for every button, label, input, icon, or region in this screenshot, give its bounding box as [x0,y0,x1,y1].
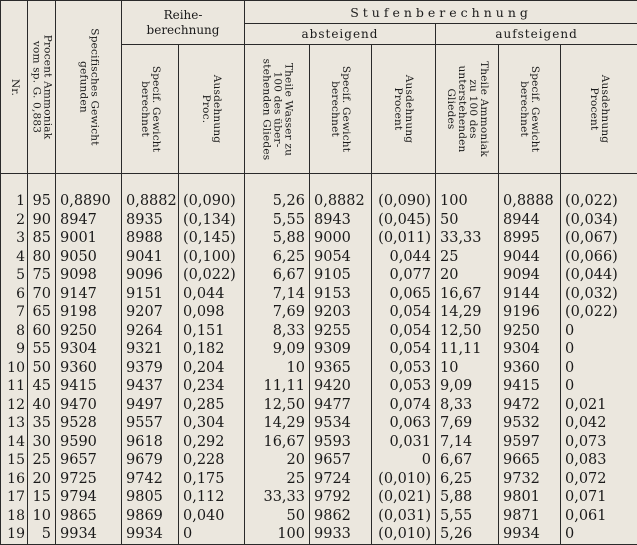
cell-procent-ammoniak: 40 [28,396,56,415]
cell-auf-ausdehnung: (0,067) [561,229,637,248]
cell-gewicht-gefunden: 9001 [56,229,122,248]
cell-auf-ausdehnung: (0,032) [561,285,637,304]
cell-gewicht-gefunden: 9050 [56,248,122,267]
header-ab-theile-wasser: Theile Wasser zu 100 des über- stehenden Gliedes [245,45,310,174]
cell-auf-ausdehnung: 0 [561,377,637,396]
cell-ab-gewicht: 9365 [310,359,372,378]
cell-gewicht-gefunden: 9360 [56,359,122,378]
cell-ab-ausdehnung: (0,010) [372,525,436,544]
cell-ab-theile-wasser: 14,29 [245,414,310,433]
cell-auf-gewicht: 9665 [499,451,561,470]
cell-auf-ausdehnung: 0 [561,340,637,359]
cell-ab-ausdehnung: (0,010) [372,470,436,489]
cell-reihe-ausdehnung: (0,134) [179,211,245,230]
cell-row-number: 7 [1,303,28,322]
cell-ab-ausdehnung: 0,054 [372,303,436,322]
cell-ab-gewicht: 9657 [310,451,372,470]
cell-ab-theile-wasser: 9,09 [245,340,310,359]
cell-auf-gewicht: 9094 [499,266,561,285]
cell-row-number: 4 [1,248,28,267]
cell-ab-ausdehnung: 0,077 [372,266,436,285]
cell-row-number: 15 [1,451,28,470]
cell-reihe-ausdehnung: 0,292 [179,433,245,452]
cell-row-number: 1 [1,192,28,211]
cell-auf-gewicht: 9871 [499,507,561,526]
cell-auf-gewicht: 9144 [499,285,561,304]
cell-reihe-ausdehnung: 0,228 [179,451,245,470]
table-body [1,174,637,545]
cell-auf-theile-ammoniak: 33,33 [436,229,499,248]
cell-ab-ausdehnung: (0,031) [372,507,436,526]
cell-reihe-gewicht: 0,8882 [122,192,179,211]
cell-ab-ausdehnung: 0,053 [372,359,436,378]
cell-procent-ammoniak: 65 [28,303,56,322]
cell-reihe-gewicht: 9151 [122,285,179,304]
cell-row-number: 10 [1,359,28,378]
cell-procent-ammoniak: 45 [28,377,56,396]
cell-row-number: 3 [1,229,28,248]
cell-reihe-gewicht: 9437 [122,377,179,396]
table-row [1,340,637,359]
cell-auf-ausdehnung: (0,022) [561,303,637,322]
cell-ab-theile-wasser: 7,69 [245,303,310,322]
cell-ab-theile-wasser: 50 [245,507,310,526]
cell-auf-theile-ammoniak: 5,88 [436,488,499,507]
cell-reihe-gewicht: 9805 [122,488,179,507]
cell-procent-ammoniak: 20 [28,470,56,489]
cell-auf-gewicht: 9532 [499,414,561,433]
cell-ab-ausdehnung: (0,090) [372,192,436,211]
cell-reihe-ausdehnung: 0,182 [179,340,245,359]
cell-ab-theile-wasser: 5,88 [245,229,310,248]
cell-reihe-ausdehnung: 0,151 [179,322,245,341]
cell-reihe-gewicht: 8935 [122,211,179,230]
cell-ab-theile-wasser: 33,33 [245,488,310,507]
header-absteigend: absteigend [245,24,436,45]
cell-procent-ammoniak: 5 [28,525,56,544]
cell-procent-ammoniak: 50 [28,359,56,378]
cell-auf-theile-ammoniak: 25 [436,248,499,267]
header-gewicht-gefunden: Specifisches Gewicht gefunden [56,1,122,174]
cell-auf-theile-ammoniak: 7,69 [436,414,499,433]
cell-procent-ammoniak: 80 [28,248,56,267]
cell-ab-theile-wasser: 100 [245,525,310,544]
cell-ab-gewicht: 0,8882 [310,192,372,211]
cell-reihe-gewicht: 9742 [122,470,179,489]
cell-procent-ammoniak: 70 [28,285,56,304]
cell-auf-theile-ammoniak: 9,09 [436,377,499,396]
header-ab-gewicht: Specif. Gewicht berechnet [310,45,372,174]
cell-auf-theile-ammoniak: 8,33 [436,396,499,415]
table-row [1,470,637,489]
cell-ab-gewicht: 9593 [310,433,372,452]
cell-procent-ammoniak: 30 [28,433,56,452]
cell-auf-ausdehnung: 0 [561,525,637,544]
cell-reihe-ausdehnung: 0,175 [179,470,245,489]
cell-reihe-gewicht: 9557 [122,414,179,433]
cell-auf-ausdehnung: (0,034) [561,211,637,230]
cell-auf-gewicht: 9304 [499,340,561,359]
cell-auf-theile-ammoniak: 6,25 [436,470,499,489]
cell-row-number: 19 [1,525,28,544]
cell-row-number: 14 [1,433,28,452]
table-row [1,192,637,211]
cell-auf-gewicht: 8995 [499,229,561,248]
table-row [1,285,637,304]
cell-gewicht-gefunden: 9528 [56,414,122,433]
cell-ab-gewicht: 9534 [310,414,372,433]
cell-ab-ausdehnung: 0,044 [372,248,436,267]
cell-auf-theile-ammoniak: 16,67 [436,285,499,304]
header-reihe-ausdehnung: Ausdehnung Proc. [179,45,245,174]
cell-reihe-gewicht: 9321 [122,340,179,359]
cell-gewicht-gefunden: 9147 [56,285,122,304]
cell-ab-theile-wasser: 5,55 [245,211,310,230]
cell-auf-theile-ammoniak: 11,11 [436,340,499,359]
cell-row-number: 18 [1,507,28,526]
table-row [1,303,637,322]
cell-procent-ammoniak: 35 [28,414,56,433]
cell-ab-ausdehnung: 0,065 [372,285,436,304]
cell-reihe-gewicht: 9618 [122,433,179,452]
cell-reihe-ausdehnung: 0,204 [179,359,245,378]
cell-reihe-ausdehnung: 0,112 [179,488,245,507]
table-row [1,359,637,378]
cell-ab-theile-wasser: 6,25 [245,248,310,267]
cell-procent-ammoniak: 85 [28,229,56,248]
cell-row-number: 12 [1,396,28,415]
cell-gewicht-gefunden: 9934 [56,525,122,544]
table-header [1,1,637,174]
cell-row-number: 16 [1,470,28,489]
cell-gewicht-gefunden: 9304 [56,340,122,359]
cell-auf-ausdehnung: 0,072 [561,470,637,489]
cell-reihe-ausdehnung: 0,098 [179,303,245,322]
cell-ab-gewicht: 9862 [310,507,372,526]
cell-ab-ausdehnung: (0,011) [372,229,436,248]
header-reihe-berechnung: Reihe- berechnung [122,1,245,45]
cell-auf-gewicht: 0,8888 [499,192,561,211]
cell-ab-theile-wasser: 5,26 [245,192,310,211]
cell-reihe-gewicht: 9934 [122,525,179,544]
cell-auf-ausdehnung: (0,066) [561,248,637,267]
cell-auf-gewicht: 9801 [499,488,561,507]
cell-row-number: 13 [1,414,28,433]
cell-ab-ausdehnung: 0,054 [372,340,436,359]
cell-reihe-gewicht: 9679 [122,451,179,470]
cell-gewicht-gefunden: 9198 [56,303,122,322]
cell-ab-gewicht: 9420 [310,377,372,396]
cell-auf-theile-ammoniak: 20 [436,266,499,285]
cell-ab-gewicht: 9000 [310,229,372,248]
cell-reihe-gewicht: 9207 [122,303,179,322]
cell-row-number: 11 [1,377,28,396]
cell-ab-gewicht: 9105 [310,266,372,285]
cell-auf-theile-ammoniak: 50 [436,211,499,230]
cell-ab-gewicht: 9933 [310,525,372,544]
cell-ab-ausdehnung: (0,021) [372,488,436,507]
cell-row-number: 6 [1,285,28,304]
cell-reihe-gewicht: 9379 [122,359,179,378]
table-row [1,414,637,433]
cell-procent-ammoniak: 25 [28,451,56,470]
cell-ab-gewicht: 9477 [310,396,372,415]
cell-gewicht-gefunden: 9865 [56,507,122,526]
cell-ab-ausdehnung: 0,063 [372,414,436,433]
table-row [1,248,637,267]
cell-auf-gewicht: 9360 [499,359,561,378]
cell-gewicht-gefunden: 9250 [56,322,122,341]
header-auf-theile-ammoniak: Theile Ammoniak zu 100 des unterstehenden Gliedes [436,45,499,174]
table-row [1,433,637,452]
cell-ab-theile-wasser: 6,67 [245,266,310,285]
cell-row-number: 9 [1,340,28,359]
cell-reihe-ausdehnung: 0,044 [179,285,245,304]
header-prozent-ammoniak: Procent Ammoniak vom sp. G. 0,883 [28,1,56,174]
cell-procent-ammoniak: 90 [28,211,56,230]
cell-ab-gewicht: 9724 [310,470,372,489]
header-auf-ausdehnung: Ausdehnung Procent [561,45,637,174]
cell-procent-ammoniak: 95 [28,192,56,211]
cell-ab-ausdehnung: 0 [372,451,436,470]
cell-ab-ausdehnung: (0,045) [372,211,436,230]
cell-gewicht-gefunden: 0,8890 [56,192,122,211]
cell-auf-ausdehnung: 0,042 [561,414,637,433]
cell-gewicht-gefunden: 9098 [56,266,122,285]
cell-ab-theile-wasser: 25 [245,470,310,489]
cell-ab-theile-wasser: 16,67 [245,433,310,452]
header-ab-ausdehnung: Ausdehnung Procent [372,45,436,174]
cell-auf-ausdehnung: (0,044) [561,266,637,285]
cell-auf-theile-ammoniak: 12,50 [436,322,499,341]
cell-auf-theile-ammoniak: 100 [436,192,499,211]
cell-reihe-ausdehnung: (0,100) [179,248,245,267]
cell-ab-ausdehnung: 0,054 [372,322,436,341]
cell-ab-gewicht: 9153 [310,285,372,304]
cell-auf-ausdehnung: 0,021 [561,396,637,415]
cell-gewicht-gefunden: 9470 [56,396,122,415]
cell-auf-ausdehnung: 0 [561,359,637,378]
cell-gewicht-gefunden: 9590 [56,433,122,452]
cell-ab-theile-wasser: 20 [245,451,310,470]
cell-procent-ammoniak: 60 [28,322,56,341]
cell-reihe-gewicht: 9041 [122,248,179,267]
cell-auf-theile-ammoniak: 5,55 [436,507,499,526]
cell-reihe-gewicht: 9497 [122,396,179,415]
cell-procent-ammoniak: 10 [28,507,56,526]
cell-auf-gewicht: 9250 [499,322,561,341]
cell-reihe-ausdehnung: 0,304 [179,414,245,433]
cell-auf-ausdehnung: 0 [561,322,637,341]
cell-ab-ausdehnung: 0,031 [372,433,436,452]
cell-auf-ausdehnung: 0,061 [561,507,637,526]
table-row [1,451,637,470]
cell-procent-ammoniak: 55 [28,340,56,359]
cell-ab-ausdehnung: 0,053 [372,377,436,396]
cell-auf-gewicht: 9732 [499,470,561,489]
cell-reihe-gewicht: 8988 [122,229,179,248]
cell-ab-gewicht: 9792 [310,488,372,507]
cell-auf-gewicht: 9044 [499,248,561,267]
cell-reihe-gewicht: 9096 [122,266,179,285]
cell-auf-theile-ammoniak: 14,29 [436,303,499,322]
cell-reihe-ausdehnung: (0,022) [179,266,245,285]
cell-ab-theile-wasser: 12,50 [245,396,310,415]
table-row [1,377,637,396]
header-nr: Nr. [1,1,28,174]
cell-auf-gewicht: 9415 [499,377,561,396]
table-row [1,488,637,507]
cell-auf-gewicht: 9597 [499,433,561,452]
cell-reihe-gewicht: 9264 [122,322,179,341]
cell-gewicht-gefunden: 8947 [56,211,122,230]
cell-reihe-ausdehnung: (0,090) [179,192,245,211]
cell-auf-gewicht: 9934 [499,525,561,544]
cell-auf-theile-ammoniak: 7,14 [436,433,499,452]
table-row [1,266,637,285]
cell-auf-theile-ammoniak: 6,67 [436,451,499,470]
table-row [1,507,637,526]
cell-gewicht-gefunden: 9657 [56,451,122,470]
cell-reihe-ausdehnung: 0,285 [179,396,245,415]
cell-procent-ammoniak: 15 [28,488,56,507]
cell-ab-theile-wasser: 11,11 [245,377,310,396]
cell-ab-theile-wasser: 7,14 [245,285,310,304]
cell-gewicht-gefunden: 9725 [56,470,122,489]
table-row [1,229,637,248]
header-aufsteigend: aufsteigend [436,24,637,45]
cell-auf-ausdehnung: 0,073 [561,433,637,452]
cell-auf-theile-ammoniak: 5,26 [436,525,499,544]
cell-auf-theile-ammoniak: 10 [436,359,499,378]
cell-row-number: 8 [1,322,28,341]
cell-ab-gewicht: 8943 [310,211,372,230]
cell-auf-ausdehnung: 0,071 [561,488,637,507]
cell-ab-ausdehnung: 0,074 [372,396,436,415]
cell-auf-gewicht: 8944 [499,211,561,230]
cell-ab-gewicht: 9255 [310,322,372,341]
cell-ab-theile-wasser: 10 [245,359,310,378]
cell-reihe-ausdehnung: 0 [179,525,245,544]
cell-row-number: 2 [1,211,28,230]
cell-ab-gewicht: 9203 [310,303,372,322]
table-row [1,322,637,341]
spacer-row [1,174,637,193]
cell-ab-gewicht: 9054 [310,248,372,267]
cell-auf-gewicht: 9196 [499,303,561,322]
cell-gewicht-gefunden: 9794 [56,488,122,507]
cell-ab-gewicht: 9309 [310,340,372,359]
cell-procent-ammoniak: 75 [28,266,56,285]
cell-gewicht-gefunden: 9415 [56,377,122,396]
header-stufen-berechnung: Stufenberechnung [245,1,637,24]
cell-auf-ausdehnung: (0,022) [561,192,637,211]
cell-auf-ausdehnung: 0,083 [561,451,637,470]
cell-row-number: 5 [1,266,28,285]
cell-reihe-gewicht: 9869 [122,507,179,526]
header-reihe-gewicht: Specif. Gewicht berechnet [122,45,179,174]
cell-auf-gewicht: 9472 [499,396,561,415]
cell-row-number: 17 [1,488,28,507]
cell-reihe-ausdehnung: 0,040 [179,507,245,526]
table-row [1,396,637,415]
header-auf-gewicht: Specif. Gewicht berechnet [499,45,561,174]
cell-reihe-ausdehnung: (0,145) [179,229,245,248]
cell-ab-theile-wasser: 8,33 [245,322,310,341]
cell-reihe-ausdehnung: 0,234 [179,377,245,396]
table-row [1,211,637,230]
